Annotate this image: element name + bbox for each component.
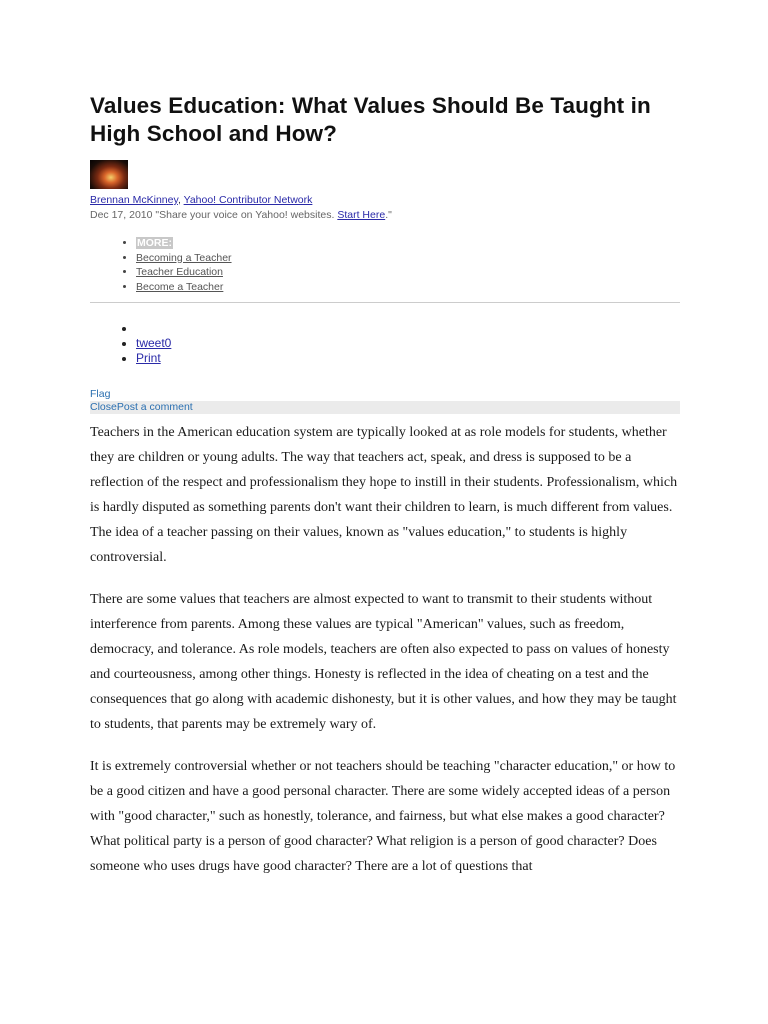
article-paragraph: There are some values that teachers are almost expected to want to transmit to their students without interference from parents. Among these values are typical "American" values, such as freedom, democracy, and tolerance. As role models, teachers are often also expected to pass on values of honesty and courteousness, among other things. Honesty is reflected in the idea of cheating on a test and the consequences that go along with academic dishonesty, but it is other values, and how they may be taught to students, that parents may be extremely wary of. <box>90 592 677 732</box>
author-thumbnail[interactable] <box>90 160 128 189</box>
date-text: Dec 17, 2010 "Share your voice on Yahoo! websites. <box>90 209 338 221</box>
tweet-link[interactable]: tweet0 <box>136 336 172 350</box>
post-comment-link[interactable]: Post a comment <box>116 401 193 413</box>
list-item <box>136 265 680 280</box>
more-link-become-a-teacher[interactable]: Become a Teacher <box>136 280 224 293</box>
close-link[interactable]: Close <box>90 401 117 413</box>
article-paragraph: Teachers in the American education system are typically looked at as role models for students, whether they are children or young adults. The way that teachers act, speak, and dress is supposed to be a reflection of the respect and professionalism they hope to instill in their students. Professionalism, which is hardly disputed as something parents don't want their children to learn, is much different from values. The idea of a teacher passing on their values, known as "values education," to students is highly controversial. <box>90 425 678 565</box>
dateline <box>90 208 680 222</box>
list-item <box>136 236 680 251</box>
divider <box>90 302 680 303</box>
byline <box>90 193 680 207</box>
article-paragraph: It is extremely controversial whether or not teachers should be teaching "character education," or how to be a good citizen and have a good personal character. There are some widely accepted ideas of a person with "good character," such as honestly, tolerance, and fairness, but what else makes a good character? What political party is a person of good character? What religion is a person of good character? Does someone who uses drugs have good character? There are a lot of questions that <box>90 759 676 874</box>
article-title: Values Education: What Values Should Be Taught in High School and How? <box>90 93 651 146</box>
comment-bar <box>90 401 680 414</box>
more-link-becoming-a-teacher[interactable]: Becoming a Teacher <box>136 251 232 264</box>
list-item <box>136 280 680 295</box>
byline-separator: , <box>177 194 184 206</box>
network-link[interactable]: Yahoo! Contributor Network <box>183 194 313 206</box>
list-item <box>136 351 680 366</box>
article-body <box>90 420 680 879</box>
more-link-teacher-education[interactable]: Teacher Education <box>136 266 223 278</box>
more-label: MORE: <box>137 237 172 249</box>
share-list <box>90 321 680 366</box>
list-item <box>136 336 680 351</box>
flag-link[interactable]: Flag <box>90 388 111 400</box>
share-empty-item <box>136 321 680 336</box>
print-link[interactable]: Print <box>136 351 161 365</box>
list-item <box>136 251 680 266</box>
author-link[interactable]: Brennan McKinney <box>90 194 178 206</box>
more-links-list <box>90 236 680 294</box>
date-end: ." <box>385 209 392 221</box>
start-here-link[interactable]: Start Here <box>337 209 386 221</box>
